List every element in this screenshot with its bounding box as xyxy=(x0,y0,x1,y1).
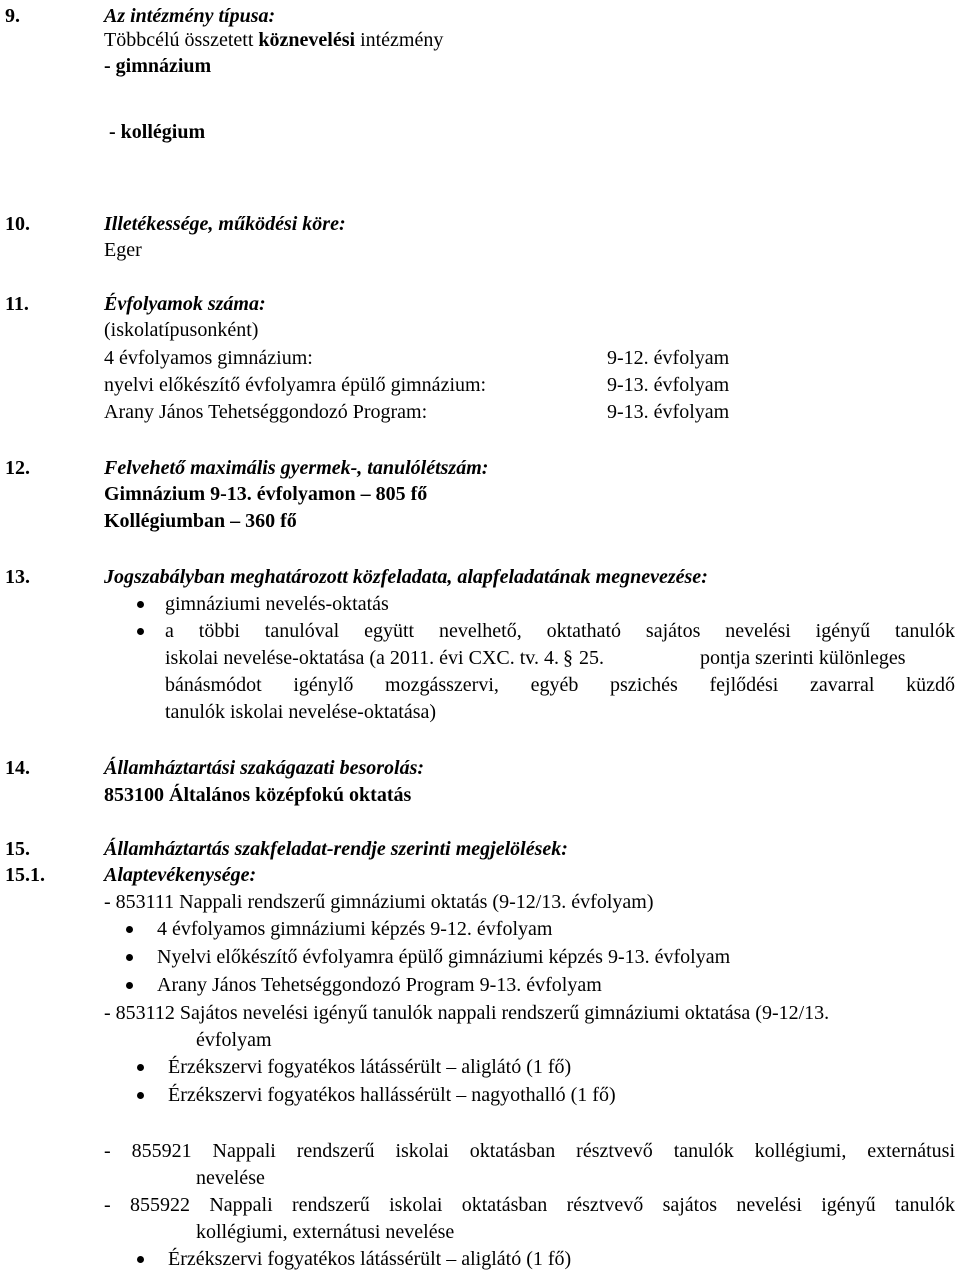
activity-bullet: Érzékszervi fogyatékos látássérült – aliglátó (1 fő) xyxy=(168,1056,572,1078)
bullet-dot xyxy=(137,601,144,608)
section-11-title: Évfolyamok száma: xyxy=(104,293,266,315)
section-9-item-gimnazium: - gimnázium xyxy=(104,55,212,77)
grade-row-label: Arany János Tehetséggondozó Program: xyxy=(104,401,428,423)
section-13-bullet-2-line: pontja szerinti különleges xyxy=(700,647,906,669)
activity-855921: - 855921 Nappali rendszerű iskolai oktatásban résztvevő tanulók kollégiumi, externátusi xyxy=(104,1140,955,1162)
bullet-dot xyxy=(137,1256,144,1263)
section-11-number: 11. xyxy=(5,293,29,315)
grade-row-value: 9-13. évfolyam xyxy=(607,401,730,423)
section-14-value: 853100 Általános középfokú oktatás xyxy=(104,784,412,806)
section-13-bullet-2-line: tanulók iskolai nevelése-oktatása) xyxy=(165,701,437,723)
section-13-title: Jogszabályban meghatározott közfeladata, alapfeladatának megnevezése: xyxy=(104,566,708,588)
bullet-dot xyxy=(126,954,133,961)
section-9-item-kollegium: - kollégium xyxy=(109,121,206,143)
activity-bullet: Arany János Tehetséggondozó Program 9-13. évfolyam xyxy=(157,974,602,996)
section-sign: § xyxy=(562,647,573,669)
section-10-value: Eger xyxy=(104,239,142,261)
activity-855921-cont: nevelése xyxy=(196,1167,265,1189)
section-13-bullet-2-line: iskolai nevelése-oktatása (a 2011. évi CXC. tv. 4. § 25. xyxy=(165,647,604,669)
section-12-title: Felvehető maximális gyermek-, tanulólétszám: xyxy=(104,457,489,479)
section-9-title: Az intézmény típusa: xyxy=(104,5,276,27)
activity-bullet: Érzékszervi fogyatékos látássérült – aliglátó (1 fő) xyxy=(168,1248,572,1270)
section-11-subtitle: (iskolatípusonként) xyxy=(104,319,259,341)
grade-row-label: 4 évfolyamos gimnázium: xyxy=(104,347,313,369)
section-12-number: 12. xyxy=(5,457,30,479)
activity-853112: - 853112 Sajátos nevelési igényű tanulók nappali rendszerű gimnáziumi oktatása (9-12/13. xyxy=(104,1002,830,1024)
activity-855922-cont: kollégiumi, externátusi nevelése xyxy=(196,1221,455,1243)
section-14-number: 14. xyxy=(5,757,30,779)
section-12-gimnazium-limit: Gimnázium 9-13. évfolyamon – 805 fő xyxy=(104,483,428,505)
section-10-title: Illetékessége, működési köre: xyxy=(104,213,346,235)
grade-row-label: nyelvi előkészítő évfolyamra épülő gimnázium: xyxy=(104,374,487,396)
bullet-dot xyxy=(137,628,144,635)
section-12-kollegium-limit: Kollégiumban – 360 fő xyxy=(104,510,297,532)
activity-bullet: Nyelvi előkészítő évfolyamra épülő gimnáziumi képzés 9-13. évfolyam xyxy=(157,946,731,968)
activity-bullet: Érzékszervi fogyatékos hallássérült – nagyothalló (1 fő) xyxy=(168,1084,616,1106)
section-9-number: 9. xyxy=(5,5,20,27)
grade-row-value: 9-13. évfolyam xyxy=(607,374,730,396)
bullet-dot xyxy=(137,1092,144,1099)
section-10-number: 10. xyxy=(5,213,30,235)
section-13-bullet-2-line: a többi tanulóval együtt nevelhető, oktatható sajátos nevelési igényű tanulók xyxy=(165,620,955,642)
section-13-bullet-1: gimnáziumi nevelés-oktatás xyxy=(165,593,389,615)
section-14-title: Államháztartási szakágazati besorolás: xyxy=(104,757,425,779)
activity-853112-cont: évfolyam xyxy=(196,1029,272,1051)
bullet-dot xyxy=(126,982,133,989)
grade-row-value: 9-12. évfolyam xyxy=(607,347,730,369)
activity-855922: - 855922 Nappali rendszerű iskolai oktatásban résztvevő sajátos nevelési igényű tanulók xyxy=(104,1194,955,1216)
section-9-line: Többcélú összetett köznevelési intézmény xyxy=(104,29,444,51)
bullet-dot xyxy=(126,926,133,933)
section-13-bullet-2-line: bánásmódot igénylő mozgásszervi, egyéb pszichés fejlődési zavarral küzdő xyxy=(165,674,955,696)
bullet-dot xyxy=(137,1064,144,1071)
section-15-number: 15. xyxy=(5,838,30,860)
section-15-title: Államháztartás szakfeladat-rendje szerinti megjelölések: xyxy=(104,838,568,860)
section-15-1-number: 15.1. xyxy=(5,864,45,886)
section-15-1-title: Alaptevékenysége: xyxy=(104,864,257,886)
activity-853111: - 853111 Nappali rendszerű gimnáziumi oktatás (9-12/13. évfolyam) xyxy=(104,891,654,913)
section-13-number: 13. xyxy=(5,566,30,588)
activity-bullet: 4 évfolyamos gimnáziumi képzés 9-12. évfolyam xyxy=(157,918,553,940)
